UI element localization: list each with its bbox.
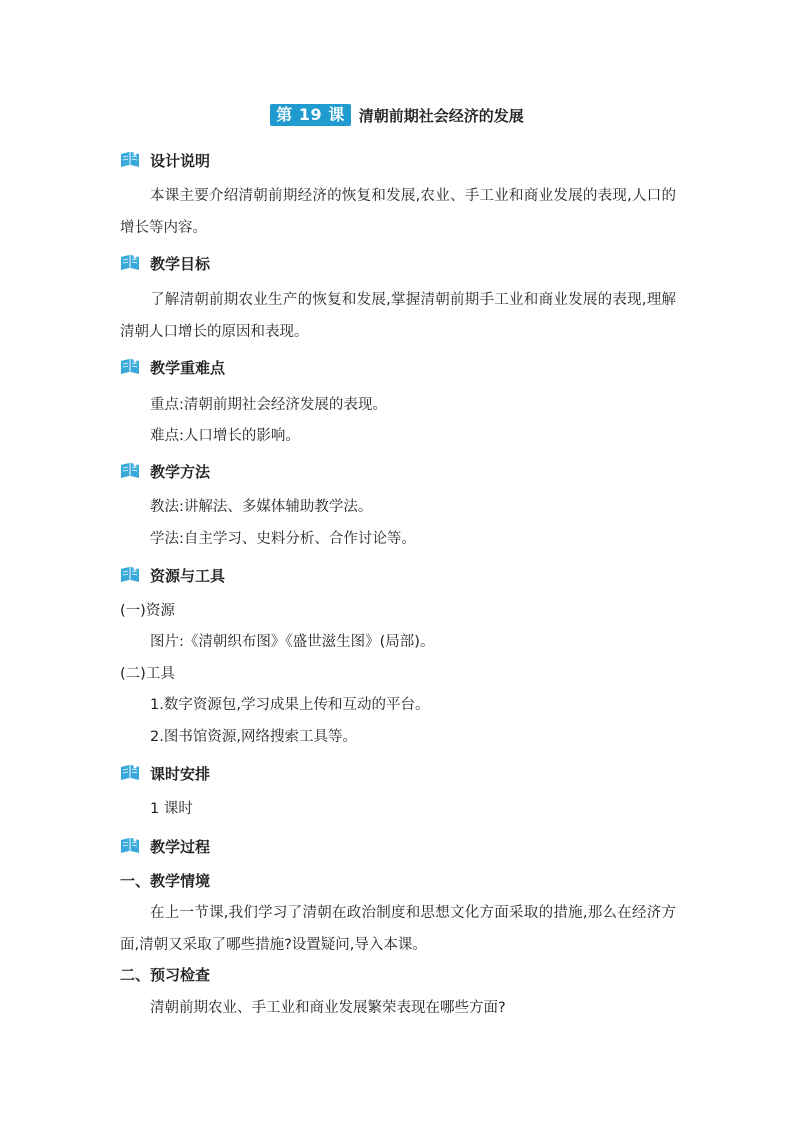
section-heading-text: 教学过程 <box>150 837 211 856</box>
open-book-icon <box>120 566 140 584</box>
section-goals-heading <box>120 253 210 273</box>
resources-subheading-2: (二)工具 <box>120 666 175 682</box>
process-step-1-text: 在上一节课,我们学习了清朝在政治制度和思想文化方面采取的措施,那么在经济方面,清朝又采取了哪些措施?设置疑问,导入本课。 <box>120 905 676 953</box>
section-resources-heading <box>120 565 225 585</box>
open-book-icon <box>120 764 140 782</box>
open-book-icon <box>120 358 140 376</box>
open-book-icon <box>120 151 140 169</box>
section-heading-text: 课时安排 <box>150 764 211 783</box>
keypoint-difficulty: 难点:人口增长的影响。 <box>150 428 300 444</box>
process-step-2-text: 清朝前期农业、手工业和商业发展繁荣表现在哪些方面? <box>150 1000 506 1016</box>
process-step-2-title: 二、预习检查 <box>120 966 211 984</box>
tool-item-2: 2.图书馆资源,网络搜索工具等。 <box>150 729 357 745</box>
section-keypoints-heading <box>120 357 225 377</box>
open-book-icon <box>120 254 140 272</box>
section-schedule-heading <box>120 763 210 783</box>
process-step-1-title: 一、教学情境 <box>120 872 211 890</box>
section-heading-text: 资源与工具 <box>150 566 226 585</box>
design-text: 本课主要介绍清朝前期经济的恢复和发展,农业、手工业和商业发展的表现,人口的增长等内容。 <box>120 188 676 236</box>
section-heading-text: 教学重难点 <box>150 358 226 377</box>
open-book-icon <box>120 462 140 480</box>
method-learning: 学法:自主学习、史料分析、合作讨论等。 <box>150 531 416 547</box>
lesson-title: 清朝前期社会经济的发展 <box>358 106 524 125</box>
section-design-heading <box>120 150 210 170</box>
goals-text: 了解清朝前期农业生产的恢复和发展,掌握清朝前期手工业和商业发展的表现,理解清朝人口增长的原因和表现。 <box>120 292 676 340</box>
resources-subheading-1: (一)资源 <box>120 603 175 619</box>
schedule-text: 1 课时 <box>150 801 193 817</box>
section-heading-text: 设计说明 <box>150 151 211 170</box>
lesson-title-row <box>0 104 794 126</box>
section-process-heading <box>120 836 210 856</box>
resources-pictures: 图片:《清朝织布图》《盛世滋生图》(局部)。 <box>150 634 435 650</box>
section-heading-text: 教学方法 <box>150 462 211 481</box>
method-teaching: 教法:讲解法、多媒体辅助教学法。 <box>150 499 373 515</box>
lesson-number-badge: 第 19 课 <box>270 104 350 126</box>
tool-item-1: 1.数字资源包,学习成果上传和互动的平台。 <box>150 697 430 713</box>
section-methods-heading <box>120 461 210 481</box>
section-heading-text: 教学目标 <box>150 254 211 273</box>
keypoint-focus: 重点:清朝前期社会经济发展的表现。 <box>150 397 387 413</box>
open-book-icon <box>120 837 140 855</box>
